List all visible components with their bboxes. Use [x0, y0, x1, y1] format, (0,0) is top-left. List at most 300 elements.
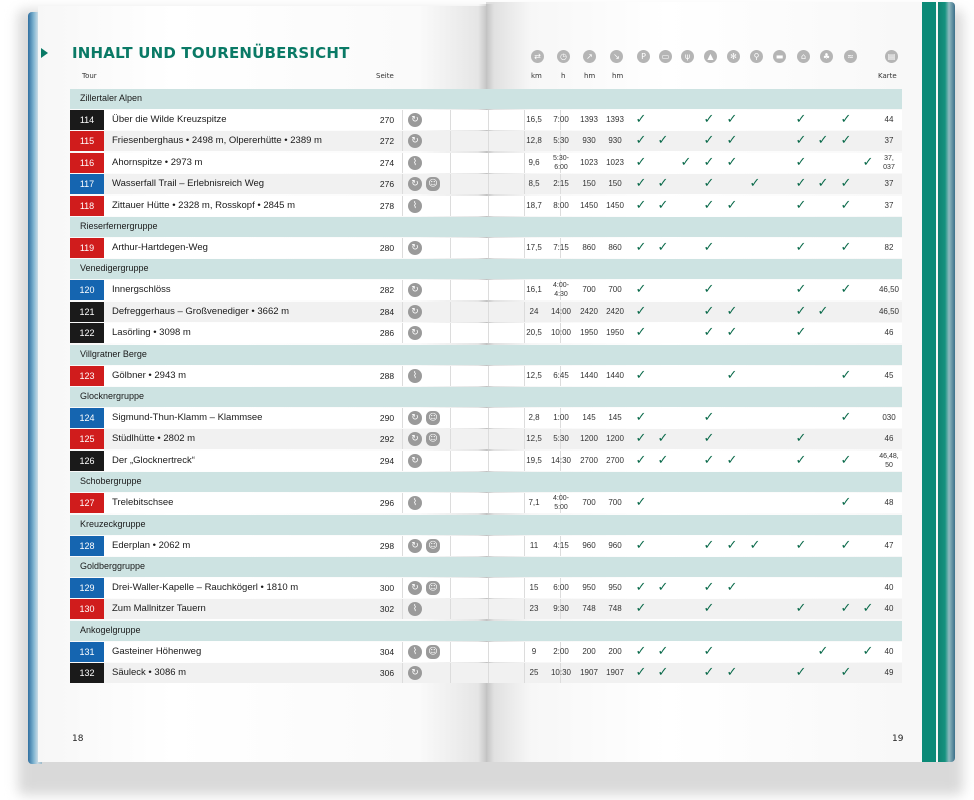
tour-page: 296 — [379, 498, 395, 509]
tour-hm1: 200 — [582, 646, 596, 656]
column-divider — [450, 451, 451, 471]
tour-name: Arthur-Hartdegen-Weg — [112, 242, 208, 253]
tour-hm2: 930 — [608, 136, 622, 146]
tour-h: 7:15 — [553, 243, 569, 252]
tour-name: Zittauer Hütte • 2328 m, Rosskopf • 2845 m — [112, 199, 296, 211]
table-row — [70, 280, 902, 300]
check-icon: ✓ — [795, 282, 807, 298]
tour-karte: 46,50 — [878, 306, 900, 316]
tour-hm2: 1023 — [606, 157, 624, 167]
tour-karte: 030 — [882, 413, 896, 422]
tour-karte: 37 — [884, 179, 894, 189]
tour-hm1: 2700 — [580, 455, 598, 465]
tour-km: 20,5 — [526, 328, 542, 338]
tour-km: 24 — [529, 306, 539, 316]
check-icon: ✓ — [635, 282, 647, 298]
tour-karte: 37 — [884, 136, 894, 146]
tour-hm2: 2420 — [606, 306, 624, 316]
round-trip-icon: ↻ — [408, 305, 422, 319]
tour-h: 4:00- 5:00 — [553, 495, 569, 512]
tour-h: 4:00- 4:30 — [553, 282, 569, 299]
check-icon: ✓ — [862, 643, 874, 659]
check-icon: ✓ — [726, 197, 738, 213]
tour-number-badge: 126 — [70, 451, 104, 471]
column-divider — [402, 451, 403, 471]
check-icon: ✓ — [726, 154, 738, 170]
column-divider — [488, 429, 489, 449]
tour-karte: 40 — [884, 646, 894, 656]
column-divider — [488, 599, 489, 619]
check-icon: ✓ — [635, 112, 647, 127]
tour-karte: 49 — [884, 668, 894, 678]
check-icon: ✓ — [795, 154, 807, 170]
table-row — [70, 153, 902, 173]
check-icon: ✓ — [635, 325, 647, 341]
group-row — [70, 259, 902, 279]
check-icon: ✓ — [635, 580, 647, 595]
tour-hm2: 1950 — [606, 328, 624, 338]
tour-km: 9 — [531, 646, 537, 656]
check-icon: ✓ — [840, 133, 852, 149]
tour-hm1: 1450 — [580, 200, 598, 210]
column-divider — [488, 302, 489, 322]
column-divider — [450, 578, 451, 598]
group-label: Venedigergruppe — [80, 263, 149, 274]
column-divider — [488, 238, 489, 258]
column-divider — [488, 536, 489, 556]
check-icon: ✓ — [795, 665, 807, 681]
tour-karte: 37 — [884, 200, 894, 210]
family-friendly-icon: ☺ — [426, 432, 440, 446]
column-divider — [488, 153, 489, 173]
table-row — [70, 599, 902, 619]
tour-km: 16,1 — [526, 285, 542, 295]
hut-icon: ⌂ — [797, 50, 810, 63]
tour-hm1: 150 — [582, 179, 596, 189]
table-row — [70, 429, 902, 449]
tour-km: 16,5 — [526, 115, 542, 124]
one-way-icon: ⌇ — [408, 602, 422, 616]
column-divider — [450, 599, 451, 619]
tour-page: 272 — [379, 136, 395, 147]
tour-karte: 47 — [884, 540, 894, 550]
tour-page: 282 — [379, 285, 395, 296]
check-icon: ✓ — [840, 601, 852, 617]
round-trip-icon: ↻ — [408, 581, 422, 595]
tour-hm2: 1907 — [606, 668, 624, 678]
check-icon: ✓ — [726, 303, 738, 319]
tour-hm2: 2700 — [606, 455, 624, 465]
check-icon: ✓ — [635, 133, 647, 149]
column-divider — [450, 174, 451, 194]
distance-icon: ⇄ — [531, 50, 544, 63]
tour-hm2: 700 — [608, 285, 622, 295]
column-divider — [402, 493, 403, 513]
tour-km: 25 — [529, 668, 539, 678]
tour-km: 7,1 — [528, 498, 540, 508]
check-icon: ✓ — [635, 431, 647, 447]
column-divider — [488, 131, 489, 151]
check-icon: ✓ — [703, 176, 715, 192]
column-divider — [402, 238, 403, 258]
check-icon: ✓ — [635, 303, 647, 319]
check-icon: ✓ — [726, 325, 738, 341]
column-divider — [450, 196, 451, 216]
column-divider — [402, 110, 403, 130]
tour-hm2: 200 — [608, 646, 622, 656]
tour-h: 10:00 — [550, 328, 572, 338]
one-way-icon: ⌇ — [408, 496, 422, 510]
group-row — [70, 557, 902, 577]
check-icon: ✓ — [726, 112, 738, 127]
tree-icon: ♣ — [820, 50, 833, 63]
tour-hm1: 950 — [582, 583, 596, 592]
check-icon: ✓ — [840, 495, 852, 511]
tour-h: 9:30 — [553, 604, 569, 614]
tour-karte: 45 — [884, 370, 894, 380]
table-row — [70, 238, 902, 258]
tour-hm1: 700 — [582, 498, 596, 508]
tour-hm1: 1393 — [580, 115, 598, 124]
column-divider — [450, 493, 451, 513]
column-divider — [402, 408, 403, 428]
group-label: Schobergruppe — [80, 476, 142, 487]
column-divider — [488, 663, 489, 683]
tour-hm1: 930 — [582, 136, 596, 146]
tour-number-badge: 119 — [70, 238, 104, 258]
group-label: Zillertaler Alpen — [80, 93, 143, 103]
check-icon: ✓ — [840, 112, 852, 127]
tour-h: 14:30 — [550, 455, 572, 465]
check-icon: ✓ — [840, 537, 852, 553]
round-trip-icon: ↻ — [408, 177, 422, 191]
page-title: INHALT UND TOURENÜBERSICHT — [72, 44, 350, 62]
column-divider — [450, 642, 451, 662]
tour-hm1: 145 — [582, 413, 596, 422]
one-way-icon: ⌇ — [408, 369, 422, 383]
check-icon: ✓ — [657, 197, 669, 213]
tour-km: 23 — [529, 604, 539, 614]
check-icon: ✓ — [703, 452, 715, 468]
check-icon: ✓ — [635, 240, 647, 255]
tour-number-badge: 117 — [70, 174, 104, 194]
tour-number-badge: 132 — [70, 663, 104, 683]
tour-h: 7:00 — [553, 115, 569, 124]
header-km: km — [531, 72, 542, 80]
tour-karte: 46 — [884, 434, 894, 444]
check-icon: ✓ — [840, 176, 852, 192]
check-icon: ✓ — [703, 325, 715, 341]
check-icon: ✓ — [817, 303, 829, 319]
column-divider — [488, 408, 489, 428]
column-divider — [450, 238, 451, 258]
check-icon: ✓ — [862, 154, 874, 170]
tour-karte: 44 — [884, 115, 894, 124]
tour-hm1: 960 — [582, 540, 596, 550]
column-divider — [402, 196, 403, 216]
column-divider — [402, 536, 403, 556]
tour-h: 14:00 — [550, 306, 572, 316]
check-icon: ✓ — [703, 282, 715, 298]
check-icon: ✓ — [703, 580, 715, 595]
tour-hm2: 700 — [608, 498, 622, 508]
check-icon: ✓ — [817, 176, 829, 192]
column-divider — [488, 578, 489, 598]
tour-name: Innergschlöss — [112, 284, 171, 296]
tour-hm1: 1200 — [580, 434, 598, 444]
page-number-right: 19 — [892, 734, 904, 744]
check-icon: ✓ — [657, 240, 669, 255]
tour-hm2: 150 — [608, 179, 622, 189]
tour-page: 286 — [379, 328, 395, 339]
column-divider — [488, 451, 489, 471]
check-icon: ✓ — [703, 601, 715, 617]
check-icon: ✓ — [795, 303, 807, 319]
green-side-ribbon — [922, 2, 936, 762]
check-icon: ✓ — [795, 601, 807, 617]
tour-page: 280 — [379, 243, 395, 253]
family-friendly-icon: ☺ — [426, 645, 440, 659]
tour-hm2: 748 — [608, 604, 622, 614]
check-icon: ✓ — [657, 133, 669, 149]
table-row — [70, 131, 902, 151]
round-trip-icon: ↻ — [408, 454, 422, 468]
group-row — [70, 515, 902, 535]
check-icon: ✓ — [703, 431, 715, 447]
round-trip-icon: ↻ — [408, 134, 422, 148]
column-divider — [450, 323, 451, 343]
tour-hm1: 748 — [582, 604, 596, 614]
tour-km: 9,6 — [528, 157, 540, 167]
group-row — [70, 472, 902, 492]
tour-karte: 46,48, 50 — [879, 452, 899, 469]
tour-number-badge: 130 — [70, 599, 104, 619]
tour-h: 5:30 — [553, 136, 569, 146]
check-icon: ✓ — [635, 410, 647, 425]
tour-hm2: 1200 — [606, 434, 624, 444]
check-icon: ✓ — [703, 154, 715, 170]
header-hm-descent: hm — [612, 72, 624, 80]
check-icon: ✓ — [635, 537, 647, 553]
group-row — [70, 387, 902, 407]
table-row — [70, 663, 902, 683]
tour-h: 2:15 — [553, 179, 569, 189]
tour-hm2: 950 — [608, 583, 622, 592]
tour-h: 2:00 — [553, 646, 569, 656]
check-icon: ✓ — [635, 665, 647, 681]
column-divider — [450, 302, 451, 322]
column-divider — [450, 110, 451, 130]
tour-name: Trelebitschsee — [112, 497, 174, 509]
check-icon: ✓ — [862, 601, 874, 617]
column-divider — [488, 493, 489, 513]
check-icon: ✓ — [635, 154, 647, 170]
bike-icon: ⚲ — [750, 50, 763, 63]
group-row — [70, 89, 902, 109]
check-icon: ✓ — [795, 133, 807, 149]
group-label: Rieserfernergruppe — [80, 221, 158, 231]
tour-h: 10:30 — [550, 668, 572, 678]
check-icon: ✓ — [817, 643, 829, 659]
tour-name: Drei-Waller-Kapelle – Rauchkögerl • 1810 m — [112, 582, 299, 593]
tour-km: 12,5 — [526, 370, 542, 380]
column-divider — [402, 599, 403, 619]
winter-icon: ✻ — [727, 50, 740, 63]
group-label: Glocknergruppe — [80, 391, 145, 401]
tour-hm2: 1393 — [606, 115, 624, 124]
tour-name: Stüdlhütte • 2802 m — [112, 433, 196, 445]
tour-page: 298 — [379, 540, 395, 551]
tour-number-badge: 125 — [70, 429, 104, 449]
check-icon: ✓ — [657, 643, 669, 659]
column-divider — [402, 366, 403, 386]
column-divider — [402, 174, 403, 194]
one-way-icon: ⌇ — [408, 645, 422, 659]
tour-hm1: 1023 — [580, 157, 598, 167]
table-row — [70, 578, 902, 598]
group-row — [70, 345, 902, 365]
group-label: Ankogelgruppe — [80, 624, 141, 635]
clock-icon: ◷ — [557, 50, 570, 63]
round-trip-icon: ↻ — [408, 666, 422, 680]
swim-icon: ≈ — [844, 50, 857, 63]
check-icon: ✓ — [840, 452, 852, 468]
group-label: Villgratner Berge — [80, 348, 147, 359]
summit-icon: ▲ — [704, 50, 717, 63]
tour-name: Säuleck • 3086 m — [112, 667, 187, 679]
tour-name: Der „Glocknertreck“ — [112, 454, 195, 466]
group-label: Goldberggruppe — [80, 561, 146, 571]
check-icon: ✓ — [726, 537, 738, 553]
table-row — [70, 642, 902, 662]
column-divider — [402, 131, 403, 151]
tour-karte: 46,50 — [878, 285, 900, 295]
column-divider — [450, 366, 451, 386]
column-divider — [450, 408, 451, 428]
check-icon: ✓ — [726, 452, 738, 468]
column-divider — [488, 174, 489, 194]
tour-karte: 40 — [884, 583, 894, 592]
column-divider — [488, 110, 489, 130]
check-icon: ✓ — [795, 240, 807, 255]
check-icon: ✓ — [795, 431, 807, 447]
check-icon: ✓ — [795, 176, 807, 192]
tour-h: 6:00 — [553, 583, 569, 592]
tour-karte: 37, 037 — [883, 154, 895, 171]
check-icon: ✓ — [635, 601, 647, 617]
tour-hm1: 2420 — [580, 306, 598, 316]
check-icon: ✓ — [840, 367, 852, 383]
table-row — [70, 536, 902, 556]
check-icon: ✓ — [703, 197, 715, 213]
tour-name: Lasörling • 3098 m — [112, 327, 191, 339]
check-icon: ✓ — [703, 240, 715, 255]
family-friendly-icon: ☺ — [426, 539, 440, 553]
tour-page: 302 — [379, 604, 395, 615]
tour-number-badge: 131 — [70, 642, 104, 662]
check-icon: ✓ — [795, 452, 807, 468]
cable-car-icon: ▬ — [773, 50, 786, 63]
page-edges-right — [935, 2, 955, 762]
ascent-icon: ↗ — [583, 50, 596, 63]
tour-name: Defreggerhaus – Großvenediger • 3662 m — [112, 305, 290, 317]
group-row — [70, 621, 902, 641]
tour-km: 2,8 — [528, 413, 540, 422]
tour-hm2: 1450 — [606, 200, 624, 210]
tour-page: 290 — [379, 413, 395, 423]
tour-h: 5:30 — [553, 434, 569, 444]
column-divider — [450, 131, 451, 151]
check-icon: ✓ — [635, 495, 647, 511]
tour-km: 18,7 — [526, 200, 542, 210]
tour-number-badge: 116 — [70, 153, 104, 173]
check-icon: ✓ — [657, 580, 669, 595]
tour-km: 15 — [529, 583, 539, 592]
tour-hm1: 1950 — [580, 328, 598, 338]
tour-name: Sigmund-Thun-Klamm – Klammsee — [112, 412, 263, 423]
descent-icon: ↘ — [610, 50, 623, 63]
check-icon: ✓ — [680, 154, 692, 170]
tour-km: 12,5 — [526, 434, 542, 444]
tour-number-badge: 122 — [70, 323, 104, 343]
one-way-icon: ⌇ — [408, 199, 422, 213]
tour-number-badge: 128 — [70, 536, 104, 556]
family-friendly-icon: ☺ — [426, 177, 440, 191]
table-row — [70, 408, 902, 428]
column-divider — [402, 302, 403, 322]
family-friendly-icon: ☺ — [426, 581, 440, 595]
tour-h: 1:00 — [553, 413, 569, 422]
tour-number-badge: 118 — [70, 196, 104, 216]
round-trip-icon: ↻ — [408, 283, 422, 297]
tour-hm1: 1440 — [580, 370, 598, 380]
title-arrow-icon — [41, 48, 48, 58]
table-row — [70, 451, 902, 471]
tour-page: 294 — [379, 455, 395, 466]
tour-h: 5:30- 6:00 — [553, 154, 569, 171]
column-divider — [402, 280, 403, 300]
table-row — [70, 174, 902, 194]
check-icon: ✓ — [795, 325, 807, 341]
tour-page: 270 — [379, 115, 395, 125]
tour-number-badge: 123 — [70, 366, 104, 386]
map-icon: ▤ — [885, 50, 898, 63]
tour-karte: 40 — [884, 604, 894, 614]
check-icon: ✓ — [657, 452, 669, 468]
table-row — [70, 110, 902, 130]
tour-karte: 46 — [884, 328, 894, 338]
column-divider — [402, 323, 403, 343]
table-row — [70, 196, 902, 216]
tour-km: 17,5 — [526, 243, 542, 252]
tour-page: 292 — [379, 434, 395, 445]
check-icon: ✓ — [703, 665, 715, 681]
check-icon: ✓ — [635, 367, 647, 383]
round-trip-icon: ↻ — [408, 241, 422, 255]
check-icon: ✓ — [635, 197, 647, 213]
tour-hm1: 1907 — [580, 668, 598, 678]
tour-name: Ederplan • 2062 m — [112, 539, 191, 551]
tour-name: Gasteiner Höhenweg — [112, 645, 202, 657]
column-divider — [488, 642, 489, 662]
round-trip-icon: ↻ — [408, 539, 422, 553]
tour-hm1: 860 — [582, 243, 596, 252]
column-divider — [450, 536, 451, 556]
column-divider — [450, 153, 451, 173]
tour-h: 6:45 — [553, 370, 569, 380]
check-icon: ✓ — [726, 665, 738, 681]
column-divider — [488, 196, 489, 216]
